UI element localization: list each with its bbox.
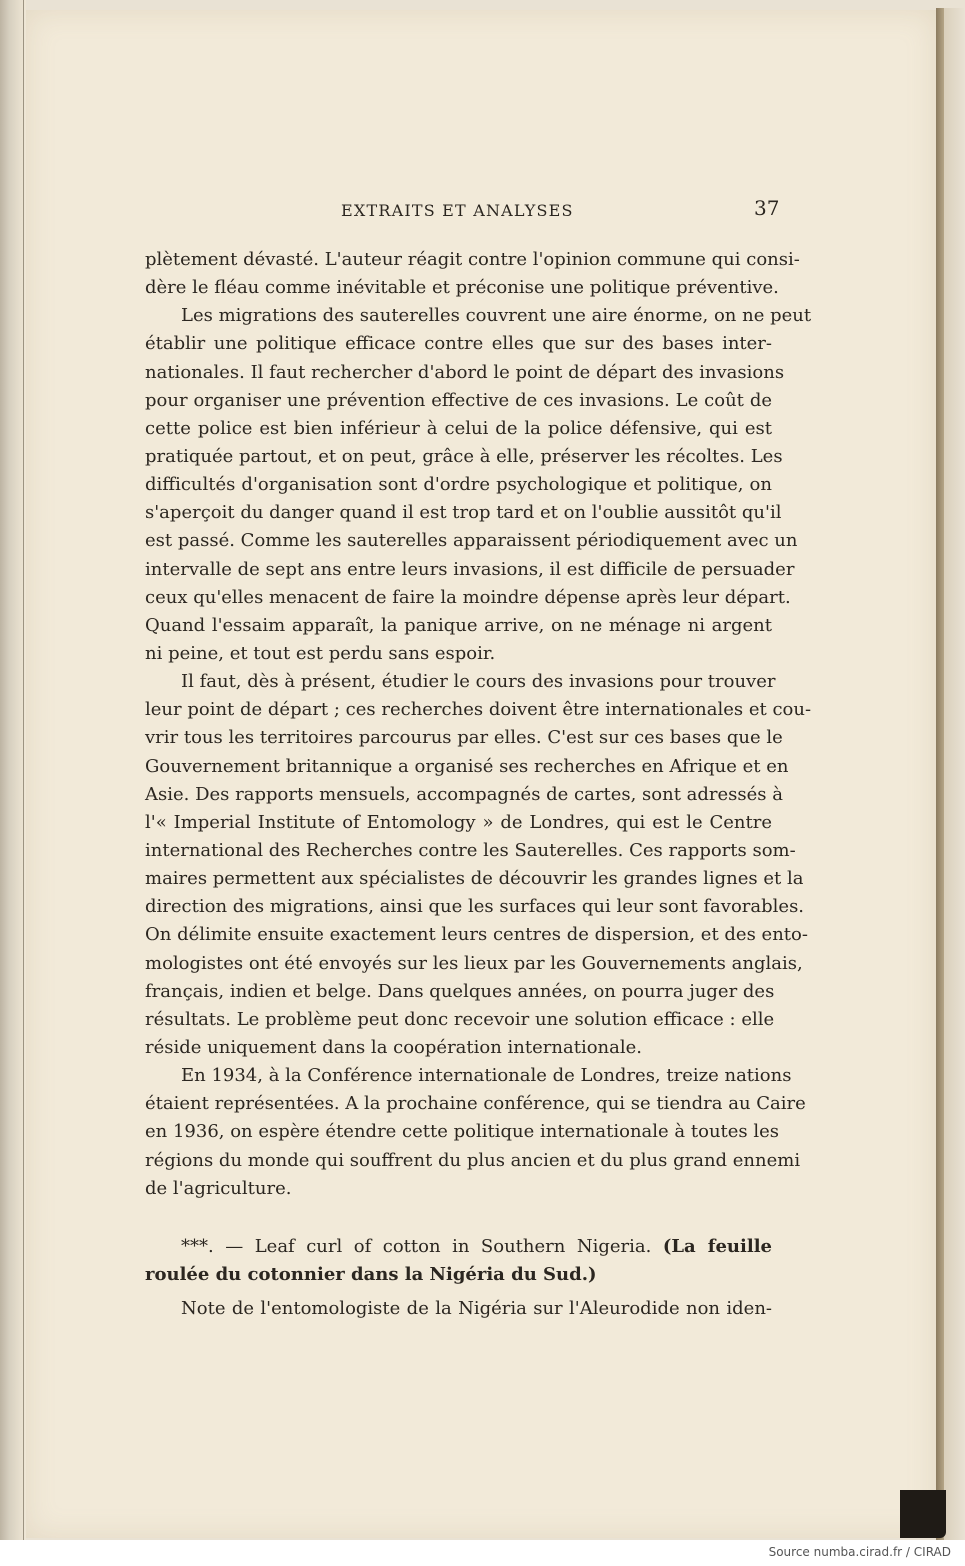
- text-line: intervalle de sept ans entre leurs invasions, il est difficile de persuader: [145, 558, 795, 580]
- text-line: Note de l'entomologiste de la Nigéria sur l'Aleurodide non iden-: [181, 1298, 772, 1320]
- text-line: réside uniquement dans la coopération internationale.: [145, 1036, 642, 1058]
- body-text: [145, 246, 812, 1323]
- text-line: cette police est bien inférieur à celui de la police défensive, qui est: [145, 417, 772, 439]
- page-stack-edge-light: [944, 8, 965, 1540]
- text-line: Asie. Des rapports mensuels, accompagnés de cartes, sont adressés à: [145, 783, 783, 805]
- binding-shadow: [900, 1490, 946, 1538]
- entry-french-title-cont: roulée du cotonnier dans la Nigéria du Sud.): [145, 1263, 597, 1285]
- text-line: ceux qu'elles menacent de faire la moindre dépense après leur départ.: [145, 586, 791, 608]
- text-line: vrir tous les territoires parcourus par elles. C'est sur ces bases que le: [145, 727, 783, 749]
- text-line: français, indien et belge. Dans quelques années, on pourra juger des: [145, 980, 775, 1002]
- text-line: dère le fléau comme inévitable et préconise une politique préventive.: [145, 277, 779, 299]
- page-number: 37: [754, 196, 780, 220]
- text-line: pratiquée partout, et on peut, grâce à elle, préserver les récoltes. Les: [145, 445, 783, 467]
- source-caption: Source numba.cirad.fr / CIRAD: [768, 1545, 951, 1559]
- text-line: leur point de départ ; ces recherches doivent être internationales et cou-: [145, 699, 812, 721]
- text-line: international des Recherches contre les Sauterelles. Ces rapports som-: [145, 839, 796, 861]
- page-stack-edge: [936, 8, 944, 1540]
- text-line: est passé. Comme les sauterelles apparaissent périodiquement avec un: [145, 530, 798, 552]
- text-line: Il faut, dès à présent, étudier le cours des invasions pour trouver: [181, 671, 776, 693]
- entry-heading-line: [145, 1233, 772, 1261]
- text-line: mologistes ont été envoyés sur les lieux par les Gouvernements anglais,: [145, 952, 803, 974]
- text-line: étaient représentées. A la prochaine conférence, qui se tiendra au Caire: [145, 1093, 806, 1115]
- text-line: On délimite ensuite exactement leurs centres de dispersion, et des ento-: [145, 924, 808, 946]
- entry-french-title: (La feuille: [662, 1235, 772, 1257]
- text-line: pour organiser une prévention effective de ces invasions. Le coût de: [145, 389, 772, 411]
- text-line: direction des migrations, ainsi que les surfaces qui leur sont favorables.: [145, 896, 805, 918]
- text-line: Gouvernement britannique a organisé ses recherches en Afrique et en: [145, 755, 789, 777]
- text-line: s'aperçoit du danger quand il est trop tard et on l'oublie aussitôt qu'il: [145, 502, 782, 524]
- text-line: établir une politique efficace contre elles que sur des bases inter-: [145, 333, 772, 355]
- text-line: en 1936, on espère étendre cette politique internationale à toutes les: [145, 1121, 780, 1143]
- text-line: l'« Imperial Institute of Entomology » de Londres, qui est le Centre: [145, 811, 772, 833]
- previous-page-edge: [0, 0, 26, 1540]
- text-line: de l'agriculture.: [145, 1177, 292, 1199]
- entry-title: ***. — Leaf curl of cotton in Southern Nigeria.: [181, 1235, 663, 1257]
- text-line: maires permettent aux spécialistes de découvrir les grandes lignes et la: [145, 868, 804, 890]
- text-line: Quand l'essaim apparaît, la panique arrive, on ne ménage ni argent: [145, 614, 772, 636]
- text-line: ni peine, et tout est perdu sans espoir.: [145, 642, 496, 664]
- text-line: Les migrations des sauterelles couvrent une aire énorme, on ne peut: [181, 305, 812, 327]
- text-line: plètement dévasté. L'auteur réagit contre l'opinion commune qui consi-: [145, 249, 800, 270]
- running-title: EXTRAITS ET ANALYSES: [341, 201, 574, 220]
- text-line: nationales. Il faut rechercher d'abord le point de départ des invasions: [145, 361, 785, 383]
- text-line: En 1934, à la Conférence internationale de Londres, treize nations: [181, 1065, 792, 1087]
- text-line: difficultés d'organisation sont d'ordre psychologique et politique, on: [145, 474, 772, 496]
- text-line: régions du monde qui souffrent du plus ancien et du plus grand ennemi: [145, 1149, 801, 1171]
- section-gap: [145, 1203, 772, 1233]
- text-line: résultats. Le problème peut donc recevoir une solution efficace : elle: [145, 1008, 775, 1030]
